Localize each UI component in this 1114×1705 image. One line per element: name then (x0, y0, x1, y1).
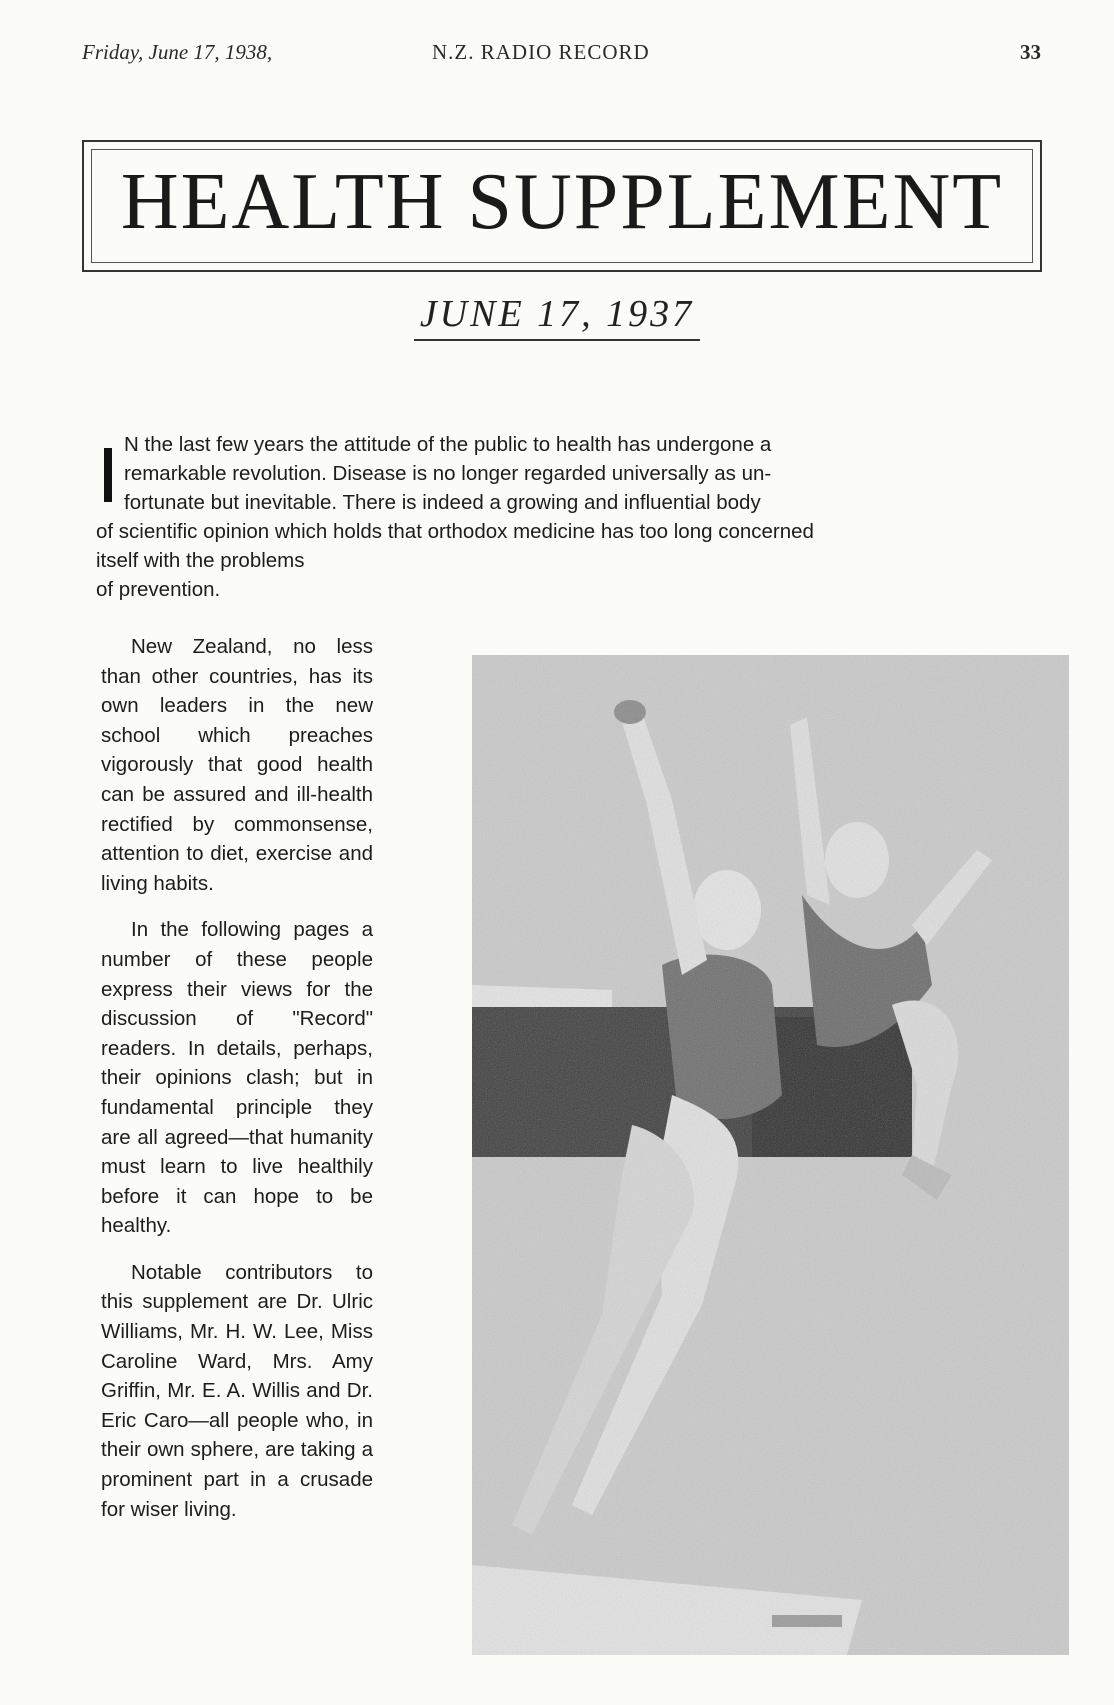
running-header (0, 40, 1114, 68)
page-number: 33 (1020, 40, 1041, 64)
intro-line: itself with the problems (96, 549, 305, 572)
supplement-title: HEALTH SUPPLEMENT (120, 158, 1004, 246)
divers-photograph (472, 655, 1069, 1655)
intro-line: remarkable revolution. Disease is no longer regarded universally as un- (124, 462, 772, 485)
publication-name: N.Z. RADIO RECORD (432, 40, 650, 64)
halftone-grain (472, 655, 1069, 1655)
intro-line: fortunate but inevitable. There is indeed a growing and influential body (124, 491, 761, 514)
photo-illustration (472, 655, 1069, 1655)
masthead-box (82, 140, 1042, 272)
intro-line: of prevention. (96, 578, 221, 601)
issue-date (0, 292, 1114, 336)
header-date: Friday, June 17, 1938, (82, 40, 273, 64)
issue-date-text: JUNE 17, 1937 (414, 293, 700, 341)
intro-line: N the last few years the attitude of the public to health has undergone a (124, 433, 772, 456)
body-paragraph: New Zealand, no less than other countries, has its own leaders in the new school which preaches vigorously that good health can be assured and ill-health rectified by commonsense, attention to diet, exercise and living habits. (101, 635, 373, 895)
intro-paragraph (96, 430, 996, 604)
intro-line: of scientific opinion which holds that orthodox medicine has too long concerned (96, 520, 814, 543)
body-column (101, 632, 373, 1541)
body-paragraph: Notable contributors to this supplement are Dr. Ulric Williams, Mr. H. W. Lee, Miss Caroline Ward, Mrs. Amy Griffin, Mr. E. A. Willis and Dr. Eric Caro—all people who, in their own sphere, are taking a prominent part in a crusade for wiser living. (101, 1260, 373, 1521)
body-paragraph: In the following pages a number of these people express their views for the discussion of "Record" readers. In details, perhaps, their opinions clash; but in fundamental principle they are all agreed—that humanity must learn to live healthily before it can hope to be healthy. (101, 918, 373, 1238)
